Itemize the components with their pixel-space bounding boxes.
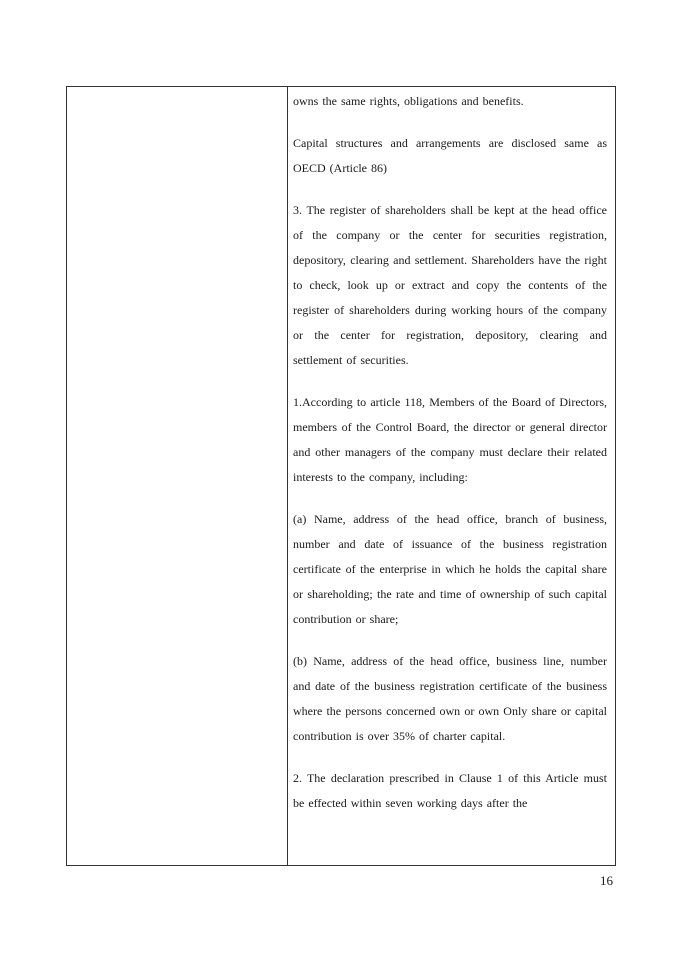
paragraph-rights-continuation: owns the same rights, obligations and benefits. [293,94,524,108]
paragraph-article-118: 1.According to article 118, Members of the Board of Directors, members of the Control Board, the director or general director and other managers of the company must declare their related interests to the company, including: [293,395,607,484]
table-left-column [67,87,288,865]
content-table [66,86,616,866]
paragraph-item-a: (a) Name, address of the head office, branch of business, number and date of issuance of the business registration certificate of the enterprise in which he holds the capital share or shareholding; the rate and time of ownership of such capital contribution or share; [293,512,607,626]
paragraph-shareholder-register: 3. The register of shareholders shall be kept at the head office of the company or the center for securities registration, depository, clearing and settlement. Shareholders have the right to check, look up or extract and copy the contents of the register of shareholders during working hours of the company or the center for registration, depository, clearing and settlement of securities. [293,203,607,367]
paragraph-item-b: (b) Name, address of the head office, business line, number and date of the business registration certificate of the business where the persons concerned own or own Only share or capital contribution is over 35% of charter capital. [293,654,607,743]
table-right-column [288,87,615,865]
paragraph-capital-structures: Capital structures and arrangements are disclosed same as OECD (Article 86) [293,136,607,175]
page-number: 16 [600,873,613,888]
paragraph-declaration-clause-2: 2. The declaration prescribed in Clause 1 of this Article must be effected within seven working days after the [293,771,607,810]
